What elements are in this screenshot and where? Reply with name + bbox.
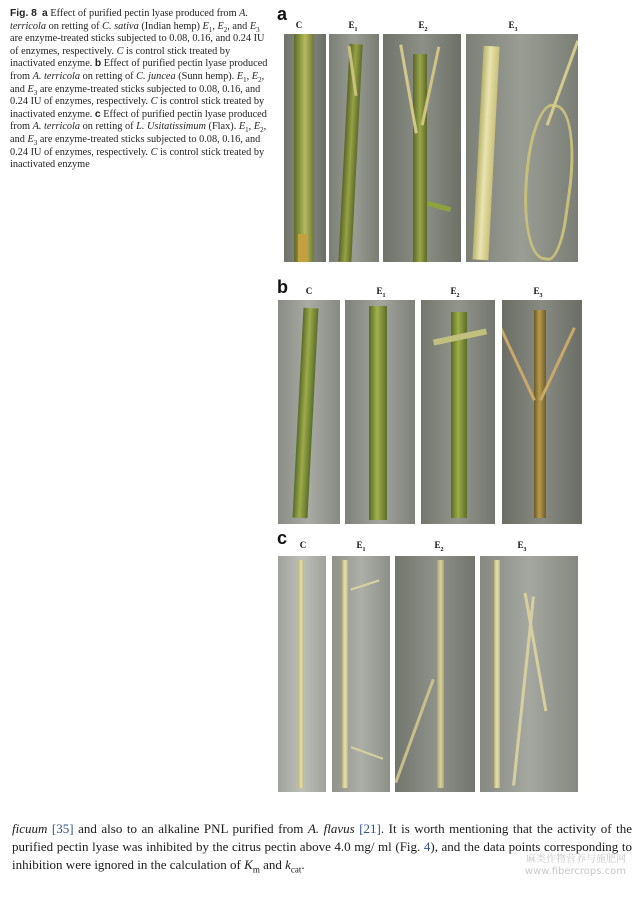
caption-species: L. Usitatissimum	[136, 121, 206, 133]
fiber-strand	[351, 746, 384, 760]
treated-stick	[437, 560, 444, 788]
watermark-url: www.fibercrops.com	[524, 866, 626, 877]
caption-text: are enzyme-treated sticks subjected to 0.08, 0.16, and 0.24 IU of enzymes, respectively.	[10, 133, 261, 158]
caption-text: are enzyme-treated sticks subjected to 0.08, 0.16, and 0.24 IU of enzymes, respectively.	[10, 83, 261, 108]
fiber-bundle	[513, 101, 578, 262]
caption-text: is control stick treated by inactivated enzyme.	[10, 96, 265, 120]
control-stick	[294, 34, 314, 262]
body-text: ), and the data points corresponding to inhibition were ignored in the calculation of	[12, 839, 632, 873]
caption-symbol: E	[249, 20, 257, 32]
caption-panel-b-ref: b	[94, 58, 102, 70]
control-stick	[298, 560, 304, 788]
caption-subscript: 2	[258, 76, 262, 85]
caption-figure-label: Fig. 8	[10, 8, 37, 19]
body-text: and also to an alkaline PNL purified from	[73, 821, 308, 836]
panel-b-letter: b	[277, 277, 288, 297]
treated-stick	[369, 306, 387, 520]
panel-c-photo-e3	[480, 556, 578, 792]
stick-spot	[298, 234, 308, 262]
caption-species: A. terricola	[10, 8, 249, 32]
panel-a-photo-e1	[329, 34, 379, 262]
caption-subscript: 1	[243, 76, 247, 85]
fiber-strand	[427, 201, 451, 212]
watermark-line: 麻类作物营养与施肥网	[526, 854, 626, 865]
panel-c-label-c: C	[299, 540, 307, 550]
caption-subscript: 3	[33, 138, 38, 147]
body-subscript: m	[252, 865, 260, 875]
treated-stick	[338, 44, 362, 262]
caption-text: ,	[248, 121, 254, 133]
panel-b-label-e1: $E_1$	[376, 286, 386, 299]
caption-symbol: E	[27, 133, 34, 145]
caption-symbol: E	[217, 20, 224, 32]
panel-b-label-e2: $E_2$	[450, 286, 460, 299]
caption-text: , and	[227, 20, 248, 32]
caption-text: , and	[10, 121, 267, 145]
caption-subscript: 2	[223, 25, 228, 34]
caption-text: Effect of purified pectin lyase produced from	[10, 58, 268, 82]
caption-subscript: 2	[260, 126, 264, 135]
panel-c-label-e3: $E_3$	[517, 540, 527, 553]
treated-stick	[494, 560, 500, 788]
body-symbol: K	[244, 857, 253, 873]
body-text: .	[301, 857, 305, 873]
caption-symbol: C	[116, 45, 124, 57]
caption-text: on retting of	[82, 70, 134, 82]
panel-a-letter: a	[277, 4, 288, 24]
caption-text: ,	[246, 70, 252, 82]
fiber-strand	[395, 679, 435, 783]
panel-b-photo-e2	[421, 300, 495, 524]
caption-text: Effect of purified pectin lyase produced from	[50, 8, 237, 19]
reference-link[interactable]: [35]	[51, 821, 74, 836]
body-symbol: k	[285, 857, 291, 873]
caption-symbol: E	[253, 121, 261, 133]
panel-a-photo-control	[284, 34, 326, 262]
caption-text: (Flax).	[208, 121, 237, 133]
panel-c-photo-control	[278, 556, 326, 792]
panel-a-label-e3: $E_3$	[508, 20, 518, 33]
caption-text: are enzyme-treated sticks subjected to 0.08, 0.16, and 0.24 IU of enzymes, respectively.	[10, 33, 265, 57]
treated-stick	[451, 312, 467, 518]
panel-a-label-c: C	[295, 20, 303, 30]
body-text: . It is worth mentioning that the activity of the purified pectin lyase was inhibited by the citrus pectin above 4.0 mg/ ml (Fig.	[12, 821, 632, 855]
treated-stick	[472, 46, 499, 261]
panel-a-label-e1: $E_1$	[348, 20, 358, 33]
caption-species: C. sativa	[102, 20, 139, 32]
panel-b-photo-e3	[502, 300, 582, 524]
panel-b-label-e3: $E_3$	[533, 286, 543, 299]
caption-subscript: 1	[245, 126, 249, 135]
caption-symbol: C	[150, 146, 158, 158]
body-species: A. flavus	[307, 821, 355, 836]
panel-c-photo-e1	[332, 556, 390, 792]
caption-text: ,	[212, 20, 218, 32]
body-text: and	[259, 857, 286, 873]
treated-stick	[413, 54, 427, 262]
panel-c-label-e1: $E_1$	[356, 540, 366, 553]
caption-symbol: C	[150, 96, 158, 108]
fiber-strand	[350, 579, 379, 590]
panel-b-photo-control	[278, 300, 340, 524]
caption-text: (Indian hemp)	[141, 20, 200, 32]
caption-text: on retting of	[82, 121, 134, 133]
treated-stick	[534, 310, 546, 518]
fiber-strand	[502, 327, 536, 401]
watermark	[525, 854, 626, 878]
panel-b-label-c: C	[305, 286, 313, 296]
caption-symbol: E	[251, 70, 259, 82]
caption-subscript: 1	[208, 25, 213, 34]
body-species: ficuum	[12, 821, 48, 836]
caption-species: C. juncea	[136, 70, 176, 82]
caption-species: A. terricola	[32, 70, 81, 82]
caption-panel-a-ref: a	[42, 8, 48, 19]
caption-text: , and	[10, 70, 265, 95]
caption-text: on retting of	[48, 20, 100, 32]
caption-subscript: 3	[256, 25, 260, 34]
panel-a-photo-e3	[466, 34, 578, 262]
caption-symbol: E	[236, 70, 244, 82]
caption-text: (Sunn hemp).	[178, 70, 235, 82]
panel-a-label-e2: $E_2$	[418, 20, 428, 33]
body-subscript: cat	[290, 865, 302, 875]
reference-link[interactable]: [21]	[359, 821, 381, 836]
caption-text: is control stick treated by inactivated enzyme.	[10, 45, 231, 70]
caption-species: A. terricola	[32, 121, 81, 133]
panel-c-letter: c	[277, 528, 288, 548]
panel-a-photo-e2	[383, 34, 461, 262]
panel-c-label-e2: $E_2$	[434, 540, 444, 553]
panel-b-photo-e1	[345, 300, 415, 524]
figure-link[interactable]: 4	[423, 839, 431, 855]
caption-text: Effect of purified pectin lyase produced from	[10, 108, 267, 133]
caption-text: is control stick treated by inactivated enzyme	[10, 146, 265, 171]
caption-panel-c-ref: c	[94, 108, 101, 120]
caption-symbol: E	[238, 121, 246, 133]
caption-subscript: 3	[33, 88, 38, 97]
caption-symbol: E	[202, 20, 209, 32]
caption-symbol: E	[27, 83, 34, 95]
panel-c-photo-e2	[395, 556, 475, 792]
treated-stick	[342, 560, 348, 788]
figure-caption	[10, 8, 272, 172]
control-stick	[293, 308, 319, 518]
